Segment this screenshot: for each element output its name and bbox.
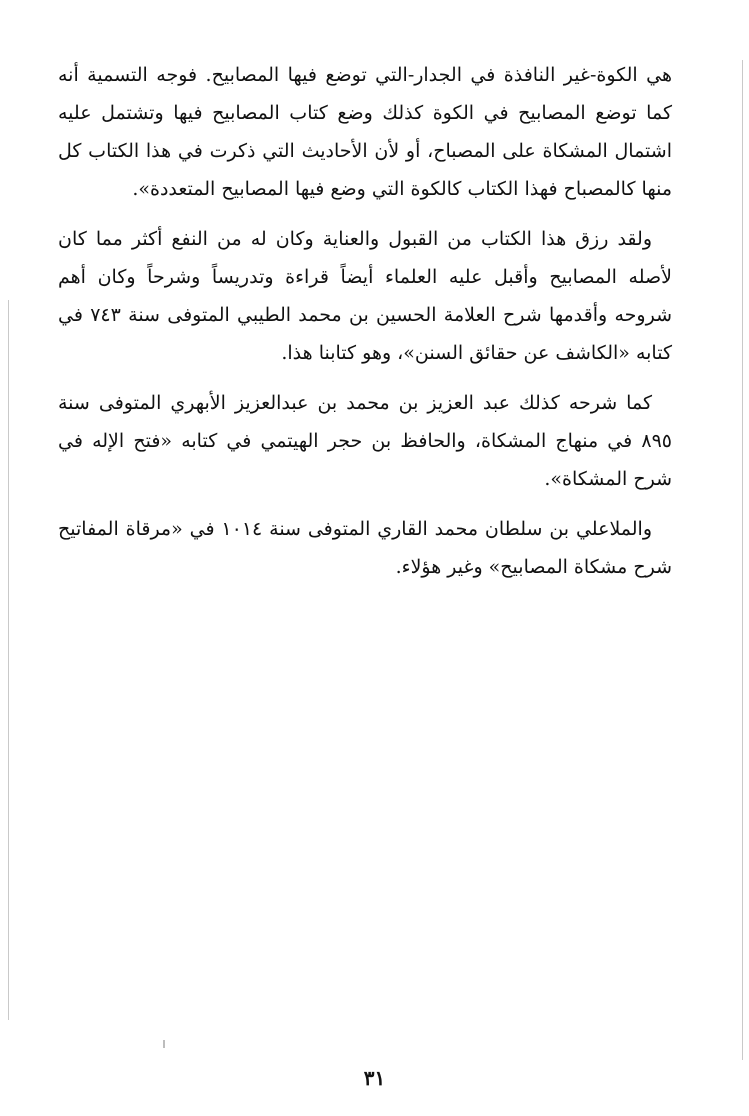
- scan-speck: [163, 1040, 165, 1048]
- paragraph-4: والملاعلي بن سلطان محمد القاري المتوفى سنة ١٠١٤ في «مرقاة المفاتيح شرح مشكاة المصابيح» وغير هؤلاء.: [58, 518, 672, 578]
- paragraph-1: هي الكوة-غير النافذة في الجدار-التي توضع فيها المصابيح. فوجه التسمية أنه كما توضع المصابيح في الكوة كذلك وضع كتاب المصابيح فيها وتشتمل عليه اشتمال المشكاة على المصباح، أو لأن الأحاديث التي ذكرت في هذا الكتاب كل منها كالمصباح فهذا الكتاب كالكوة التي وضع فيها المصابيح المتعددة».: [58, 64, 672, 200]
- paragraph-3: كما شرحه كذلك عبد العزيز بن محمد بن عبدالعزيز الأبهري المتوفى سنة ٨٩٥ في منهاج المشكاة، والحافظ بن حجر الهيتمي في كتابه «فتح الإله في شرح المشكاة».: [58, 392, 672, 490]
- page-edge-line-left: [8, 300, 9, 1020]
- paragraph-2: ولقد رزق هذا الكتاب من القبول والعناية وكان له من النفع أكثر مما كان لأصله المصابيح وأقبل عليه العلماء أيضاً قراءة وتدريساً وشرحاً وكان أهم شروحه وأقدمها شرح العلامة الحسين بن محمد الطيبي المتوفى سنة ٧٤٣ في كتابه «الكاشف عن حقائق السنن»، وهو كتابنا هذا.: [58, 228, 672, 364]
- body-text: [58, 56, 672, 598]
- page-number: ٣١: [363, 1066, 386, 1090]
- page-edge-line-right: [742, 60, 743, 1060]
